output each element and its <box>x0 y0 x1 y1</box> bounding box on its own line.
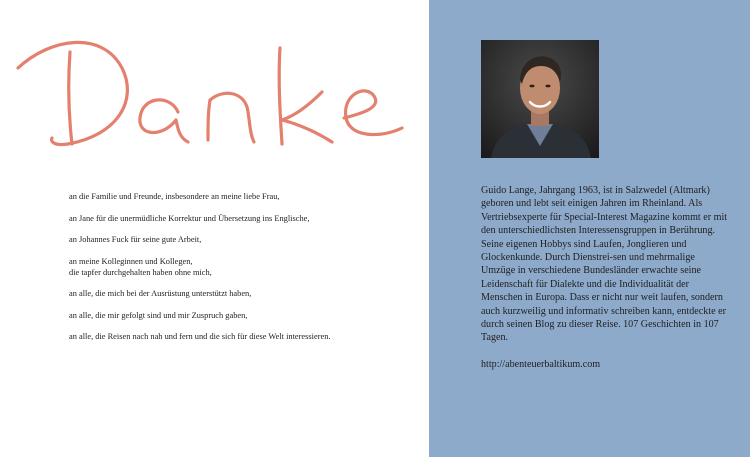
thanks-line-equipment: an alle, die mich bei der Ausrüstung unterstützt haben, <box>69 289 252 298</box>
author-bio <box>481 184 729 371</box>
danke-logo <box>10 20 410 160</box>
thanks-line-jane: an Jane für die unermüdliche Korrektur und Übersetzung ins Englische, <box>69 213 310 223</box>
thanks-line-followers: an alle, die mir gefolgt sind und mir Zuspruch gaben, <box>69 310 248 320</box>
thanks-line-colleagues: an meine Kolleginnen und Kollegen, die tapfer durchgehalten haben ohne mich, <box>69 256 212 277</box>
thanks-line-family: an die Familie und Freunde, insbesondere an meine liebe Frau, <box>69 192 280 201</box>
bio-text: Guido Lange, Jahrgang 1963, ist in Salzwedel (Altmark) geboren und lebt seit einigen Jahren im Rheinland. Als Vertriebsexperte für Special-Interest Magazine kommt er mit den unterschiedlichsten Interessensgruppen in Berührung. Seine eigenen Hobbys sind Laufen, Jonglieren und Glockenkunde. Durch Dienstrei-sen und mehrmalige Umzüge in verschiedene Bundesländer erwachte seine Leidenschaft für Dialekte und die Individualität der Menschen in Europa. Dass er nicht nur weit laufen, sondern auch kurzweilig und informativ schreiben kann, entdeckte er durch seinen Blog zu dieser Reise. 107 Geschichten in 107 Tagen. <box>481 185 728 344</box>
thanks-line-travellers: an alle, die Reisen nach nah und fern und die sich für diese Welt interessieren. <box>69 332 331 341</box>
acknowledgements-list <box>69 191 419 353</box>
blog-url: http://abenteuerbaltikum.com <box>481 358 601 370</box>
author-photo <box>481 40 599 158</box>
thanks-line-johannes: an Johannes Fuck für seine gute Arbeit, <box>69 235 202 244</box>
